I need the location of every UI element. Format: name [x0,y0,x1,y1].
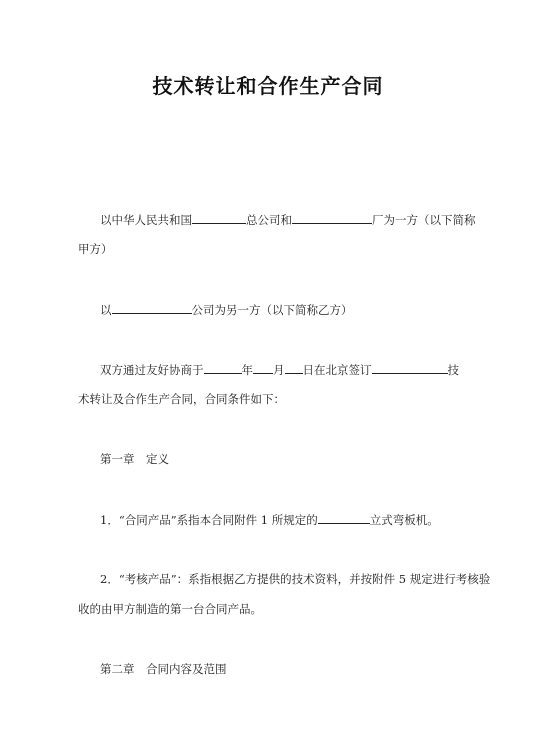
para2-text2: 公司为另一方（以下简称乙方） [191,303,353,317]
fill-blank-company [112,302,192,314]
para1-line2 [78,242,113,256]
para3-line1 [100,362,459,377]
para1-line1 [100,212,476,227]
para3-line2 [78,392,285,406]
item2-line1: 2．“考核产品”：系指根据乙方提供的技术资料，并按附件 5 规定进行考核验 [100,572,491,586]
item1-text1: 1．“合同产品”系指本合同附件 1 所规定的 [100,513,318,527]
para2-line1 [100,302,353,317]
para1-text1: 以中华人民共和国 [100,213,192,227]
fill-blank-day [285,362,303,374]
para3-text3: 月 [273,363,285,377]
para1-text3: 厂为一方（以下简称 [372,213,476,227]
para2-text1: 以 [100,303,112,317]
chapter1-heading: 第一章 定义 [100,452,169,466]
para1-text4: 甲方） [78,242,113,256]
para3-text2: 年 [241,363,253,377]
fill-blank-factory [292,212,372,224]
item2-line2: 收的由甲方制造的第一台合同产品。 [78,602,262,616]
fill-blank-corporation [192,212,246,224]
para3-text1: 双方通过友好协商于 [100,363,204,377]
para3-text4: 日在北京签订 [302,363,372,377]
para3-text6: 术转让及合作生产合同，合同条件如下： [78,392,285,406]
item1-text2: 立式弯板机。 [369,513,439,527]
document-title: 技术转让和合作生产合同 [152,74,384,98]
para1-text2: 总公司和 [246,213,292,227]
fill-blank-contract [372,362,448,374]
fill-blank-month [253,362,273,374]
item1-line1 [100,512,439,527]
para3-text5: 技 [447,363,459,377]
fill-blank-year [204,362,242,374]
chapter2-heading: 第二章 合同内容及范围 [100,662,227,676]
fill-blank-product [318,512,370,524]
